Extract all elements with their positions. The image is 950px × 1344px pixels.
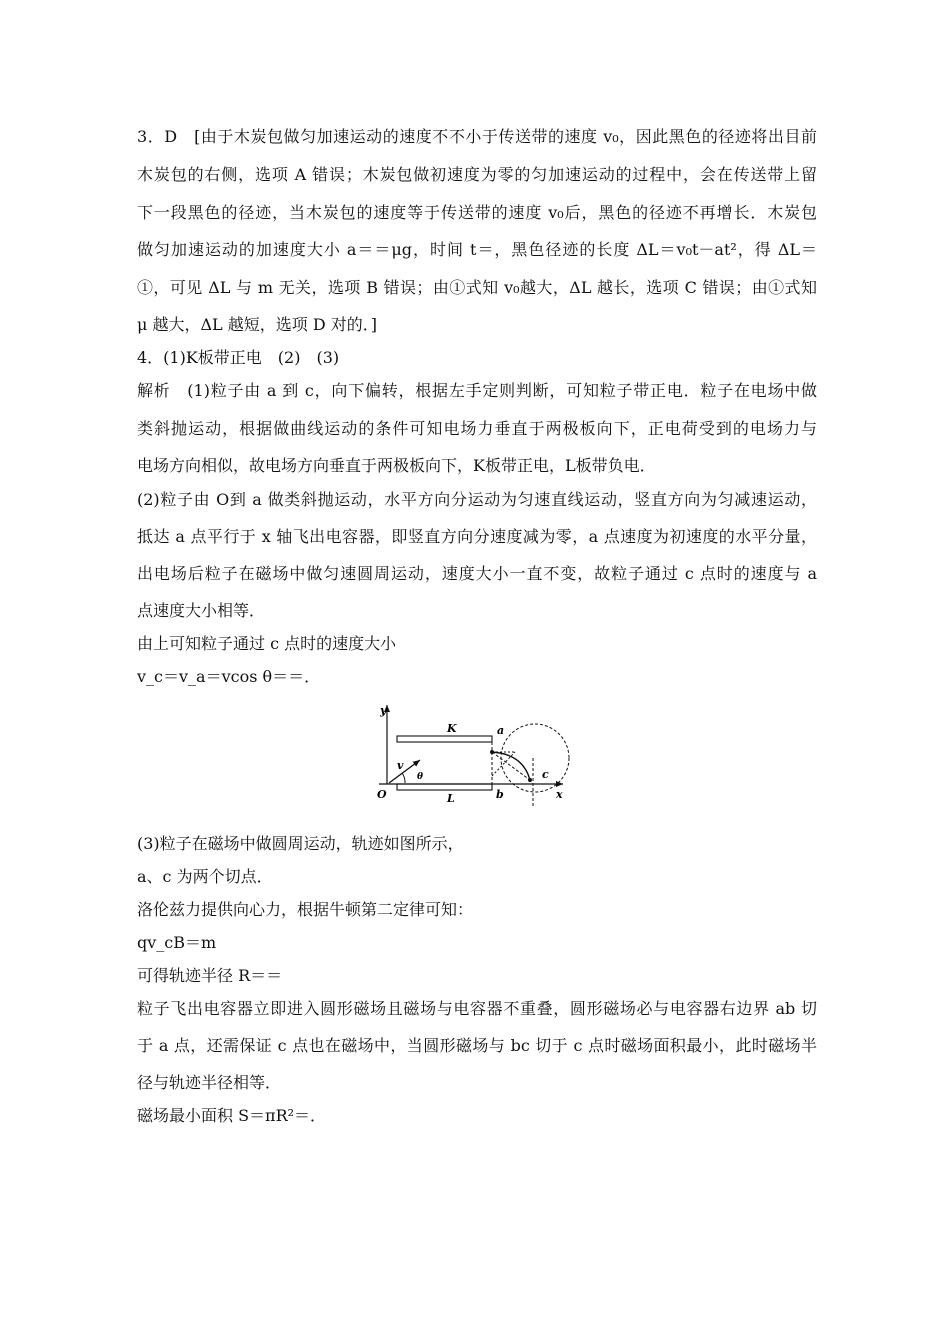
angle-arc <box>402 773 405 783</box>
text-line: 点速度大小相等． <box>137 601 266 620</box>
label-plate-k: K <box>447 722 457 735</box>
formula-line: 磁场最小面积 S＝πR²＝． <box>137 1106 327 1125</box>
capacitor-magnetic-field-diagram <box>365 700 585 810</box>
text-line: 洛伦兹力提供向心力，根据牛顿第二定律可知： <box>137 900 474 919</box>
label-y: y <box>380 704 387 717</box>
text-line: 出电场后粒子在磁场中做匀速圆周运动，速度大小一直不变，故粒子通过 c 点时的速度与 a <box>137 564 817 583</box>
plate-k <box>397 736 492 742</box>
text-line: (2)粒子由 O到 a 做类斜抛运动，水平方向分运动为匀速直线运动，竖直方向为匀减速运动， <box>137 490 817 509</box>
label-plate-l: L <box>447 792 455 805</box>
text-line: 由上可知粒子通过 c 点时的速度大小 <box>137 634 397 653</box>
radius-dash <box>492 752 515 776</box>
label-point-c: c <box>542 768 549 781</box>
formula-line: qv_cB＝m <box>137 933 217 952</box>
formula-line: 可得轨迹半径 R＝＝ <box>137 966 283 985</box>
label-x: x <box>556 788 563 801</box>
label-angle: θ <box>417 772 424 782</box>
text-line: 解析 (1)粒子由 a 到 c，向下偏转，根据左手定则判断，可知粒子带正电．粒子在电场中做 <box>137 381 817 400</box>
text-line: 径与轨迹半径相等． <box>137 1073 282 1092</box>
text-line: 木炭包的右侧，选项 A 错误；木炭包做初速度为零的匀加速运动的过程中，会在传送带上留 <box>137 165 817 184</box>
text-line: ①，可见 ΔL 与 m 无关，选项 B 错误；由①式知 v₀越大，ΔL 越长，选项 C 错误；由①式知 <box>137 278 817 297</box>
text-line: μ 越大，ΔL 越短，选项 D 对的．] <box>137 315 377 334</box>
label-point-b: b <box>496 788 504 801</box>
text-line: 3．D [由于木炭包做匀加速运动的速度不不小于传送带的速度 v₀，因此黑色的径迹将出目前 <box>137 127 817 146</box>
label-origin: O <box>377 788 387 801</box>
text-line: 类斜抛运动，根据做曲线运动的条件可知电场力垂直于两极板向下，正电荷受到的电场力与 <box>137 419 817 438</box>
field-circle <box>501 724 569 792</box>
answer-line: 4．(1)K板带正电 (2) (3) <box>137 348 340 367</box>
text-line: 于 a 点，还需保证 c 点也在磁场中，当圆形磁场与 bc 切于 c 点时磁场面积最小，此时磁场半 <box>137 1036 817 1055</box>
plate-l <box>397 784 492 790</box>
text-line: 电场方向相似，故电场方向垂直于两极板向下，K板带正电，L板带负电． <box>137 456 656 475</box>
label-point-a: a <box>497 724 505 737</box>
text-line: 抵达 a 点平行于 x 轴飞出电容器，即竖直方向分速度减为零，a 点速度为初速度的水平分量， <box>137 527 817 546</box>
text-line: 下一段黑色的径迹，当木炭包的速度等于传送带的速度 v₀后，黑色的径迹不再增长．木炭包 <box>137 203 817 222</box>
text-line: a、c 为两个切点． <box>137 867 273 886</box>
text-line: 粒子飞出电容器立即进入圆形磁场且磁场与电容器不重叠，圆形磁场必与电容器右边界 ab 切 <box>137 999 817 1018</box>
formula-line: v_c＝v_a＝vcos θ＝＝． <box>137 667 321 686</box>
point-c-dot <box>528 778 532 782</box>
point-a-dot <box>490 750 494 754</box>
label-velocity: v <box>397 759 404 772</box>
text-line: 做匀加速运动的加速度大小 a＝＝μg，时间 t＝，黑色径迹的长度 ΔL＝v₀t－at²，得 ΔL＝ <box>137 240 817 259</box>
text-line: (3)粒子在磁场中做圆周运动，轨迹如图所示， <box>137 834 464 853</box>
